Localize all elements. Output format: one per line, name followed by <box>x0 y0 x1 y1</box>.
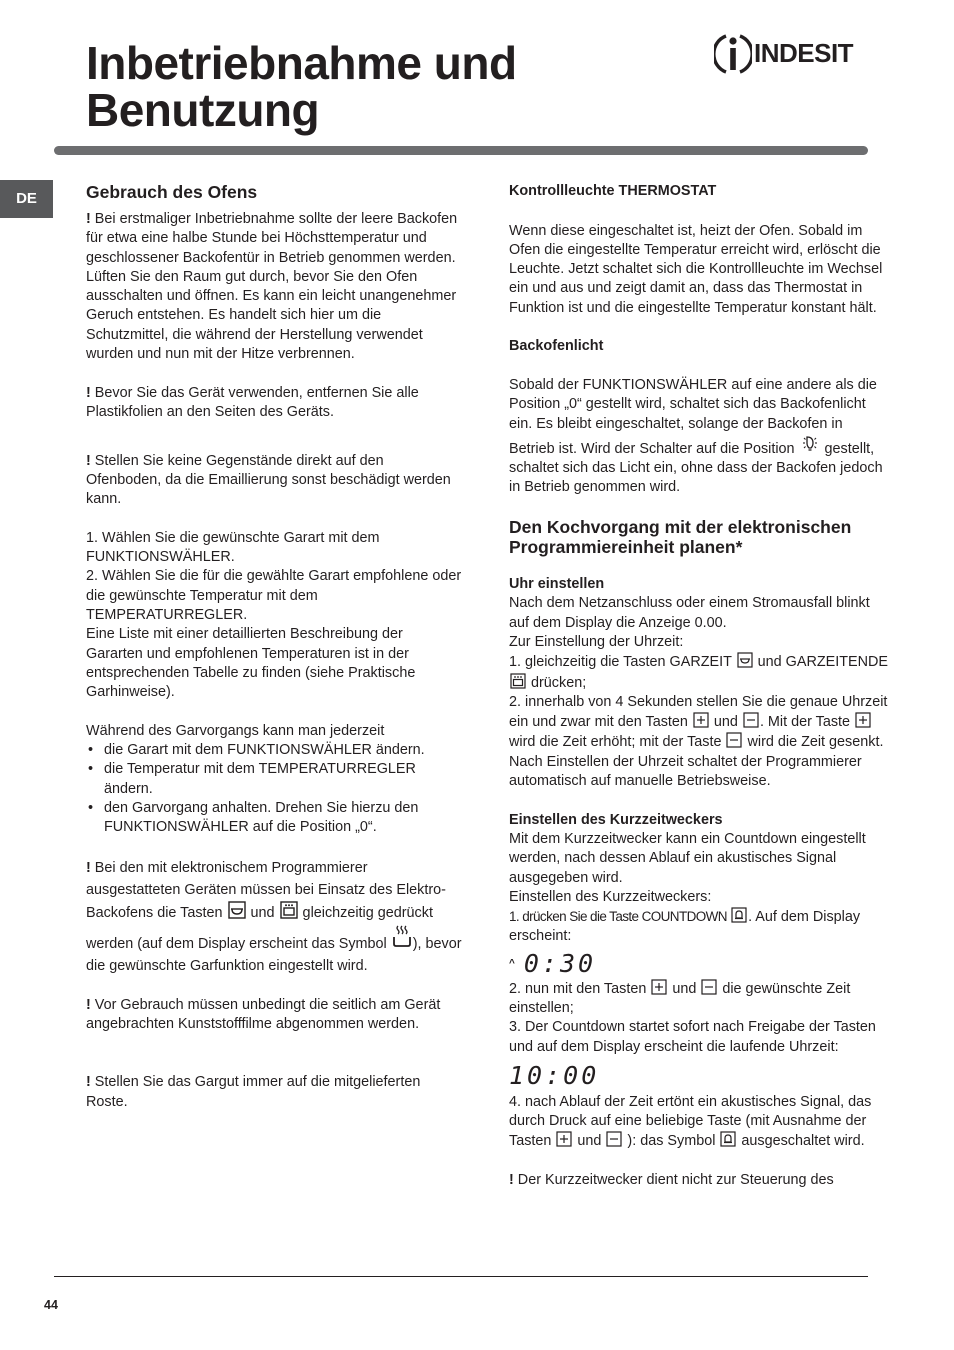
thermostat-heading: Kontrollleuchte THERMOSTAT <box>509 183 717 199</box>
bell-indicator-icon: ^ <box>509 958 515 970</box>
warning-mark: ! <box>86 1074 91 1091</box>
warning-mark: ! <box>86 859 91 876</box>
brand-name: INDESIT <box>754 38 854 68</box>
plus-key-icon <box>556 1131 572 1147</box>
display-digits: 0:30 <box>523 949 597 979</box>
timer-step-2: 2. nun mit den Tasten und die gewünschte Zeit einstellen; <box>509 980 851 1016</box>
list-item: • die Temperatur mit dem TEMPERATURREGLER ändern. <box>86 760 462 799</box>
minus-key-icon <box>606 1131 622 1147</box>
timer-text-2: Einstellen des Kurzzeitweckers: <box>509 888 712 905</box>
plus-key-icon <box>651 979 667 995</box>
during-intro: Während des Garvorgangs kann man jederzeit <box>86 722 385 739</box>
footer-rule <box>54 1276 868 1277</box>
thermostat-text: Wenn diese eingeschaltet ist, heizt der Ofen. Sobald im Ofen die eingestellte Temperatur erreicht wird, erlöscht die Leuchte. Jetzt schaltet sich die Kontrollleuchte im Wechsel ein und aus und zeigt damit an, dass das Thermostat in Funktion ist und die eingestellte Temperatur konstant hält. <box>509 222 883 316</box>
cooking-time-icon <box>228 901 246 919</box>
note-side-films: ! Vor Gebrauch müssen unbedingt die seitlich am Gerät angebrachten Kunststofffilme abgenommen werden. <box>86 997 441 1033</box>
oven-lamp-icon <box>800 434 820 456</box>
countdown-bell-key-icon <box>720 1131 736 1147</box>
display-readout-clock <box>509 1059 891 1093</box>
warning-mark: ! <box>86 384 91 401</box>
display-readout-countdown <box>509 949 891 979</box>
timer-step-3: 3. Der Countdown startet sofort nach Freigabe der Tasten und auf dem Display erscheint die laufende Uhrzeit: <box>509 1019 876 1055</box>
warning-mark: ! <box>86 452 91 469</box>
plus-key-icon <box>693 712 709 728</box>
list-note: Eine Liste mit einer detaillierten Beschreibung der Gararten und empfohlenen Temperaturen ist in der entsprechenden Tabelle zu finden (siehe Praktische Garhinweise). <box>86 626 416 701</box>
page-number: 44 <box>44 1298 58 1312</box>
timer-text-1: Mit dem Kurzzeitwecker kann ein Countdown eingestellt werden, nach dessen Ablauf ein akustisches Signal ausgegeben wird. <box>509 830 866 886</box>
clock-text-3: Nach Einstellen der Uhrzeit schaltet der Programmierer automatisch auf manuelle Betriebsweise. <box>509 753 862 790</box>
cooking-time-key-icon <box>737 652 753 668</box>
clock-text-2: Zur Einstellung der Uhrzeit: <box>509 633 684 650</box>
header-rule <box>54 146 868 155</box>
countdown-bell-key-icon <box>731 907 747 923</box>
note-first-use: ! Bei erstmaliger Inbetriebnahme sollte der leere Backofen für etwa eine halbe Stunde bei Höchsttemperatur und geschlossener Backofentür in Betrieb genommen werden. Lüften Sie den Raum gut durch, bevor Sie den Ofen ausschalten und öffnen. Es kann ein leicht unangenehmer Geruch entstehen. Es handelt sich hier um die Schutzmittel, die während der Herstellung verwendet wurden und nun mit der Hitze verbrennen. <box>86 211 458 363</box>
note-oven-floor: ! Stellen Sie keine Gegenstände direkt auf den Ofenboden, da die Emaillierung sonst beschädigt werden kann. <box>86 452 451 508</box>
oven-light-heading: Backofenlicht <box>509 338 604 355</box>
clock-heading: Uhr einstellen <box>509 576 605 593</box>
minus-key-icon <box>726 732 742 748</box>
left-column <box>86 182 462 1112</box>
timer-step-1: 1. drücken Sie die Taste COUNTDOWN . Auf dem Display erscheint: <box>509 909 861 945</box>
note-racks: ! Stellen Sie das Gargut immer auf die mitgelieferten Roste. <box>86 1074 421 1110</box>
minus-key-icon <box>743 712 759 728</box>
warning-mark: ! <box>509 1172 514 1189</box>
warning-mark: ! <box>86 211 91 227</box>
programmer-heading: Den Kochvorgang mit der elektronischen Programmiereinheit planen* <box>509 517 852 558</box>
note-programmer: ! Bei den mit elektronischem Programmierer ausgestatteten Geräten müssen bei Einsatz des Elektro-Backofens die Tasten und gleichzeitig gedrückt werden (auf dem Display erscheint das Symbol ), bevor die gewünschte Garfunktion eingestellt wird. <box>86 859 462 974</box>
clock-step-1: 1. gleichzeitig die Tasten GARZEIT und GARZEITENDE drücken; <box>509 654 888 691</box>
language-tab: DE <box>0 180 53 218</box>
cooking-pot-steam-icon <box>392 924 412 948</box>
list-item: • die Garart mit dem FUNKTIONSWÄHLER ändern. <box>86 741 462 760</box>
list-item: • den Garvorgang anhalten. Drehen Sie hierzu den FUNKTIONSWÄHLER auf die Position „0“. <box>86 799 462 838</box>
timer-step-4: 4. nach Ablauf der Zeit ertönt ein akustisches Signal, das durch Druck auf eine beliebige Taste (mit Ausnahme der Tasten und ): das Symbol ausgeschaltet wird. <box>509 1093 872 1150</box>
timer-heading: Einstellen des Kurzzeitweckers <box>509 811 723 828</box>
timer-note: ! Der Kurzzeitwecker dient nicht zur Steuerung des <box>509 1172 834 1189</box>
right-column <box>509 182 891 1190</box>
brand-logo <box>714 32 870 78</box>
end-time-key-icon <box>510 673 526 689</box>
step-1: 1. Wählen Sie die gewünschte Garart mit dem FUNKTIONSWÄHLER. <box>86 529 380 566</box>
plus-key-icon <box>855 712 871 728</box>
brand-logo-icon <box>714 32 752 76</box>
display-digits: 10:00 <box>509 1061 600 1091</box>
note-plastic: ! Bevor Sie das Gerät verwenden, entfernen Sie alle Plastikfolien an den Seiten des Geräts. <box>86 384 419 420</box>
section-heading: Gebrauch des Ofens <box>86 182 258 202</box>
clock-step-2: 2. innerhalb von 4 Sekunden stellen Sie die genaue Uhrzeit ein und zwar mit den Tasten und . Mit der Taste wird die Zeit erhöht; mit der Taste wird die Zeit gesenkt. <box>509 693 888 751</box>
page-title: Inbetriebnahme und Benutzung <box>86 37 517 136</box>
clock-text-1: Nach dem Netzanschluss oder einem Stromausfall blinkt auf dem Display die Anzeige 0.00. <box>509 595 870 631</box>
step-2: 2. Wählen Sie die für die gewählte Garart empfohlene oder die gewünschte Temperatur mit dem TEMPERATURREGLER. <box>86 568 462 623</box>
end-time-icon <box>280 901 298 919</box>
during-list <box>86 741 462 837</box>
minus-key-icon <box>701 979 717 995</box>
warning-mark: ! <box>86 997 91 1014</box>
oven-light-text: Sobald der FUNKTIONSWÄHLER auf eine andere als die Position „0“ gestellt wird, schaltet sich das Backofenlicht ein. Es bleibt eingeschaltet, solange der Backofen in Betrieb ist. Wird der Schalter auf die Position gestellt, schaltet sich das Licht ein, ohne dass der Backofen jedoch in Betrieb genommen wird. <box>509 376 883 496</box>
